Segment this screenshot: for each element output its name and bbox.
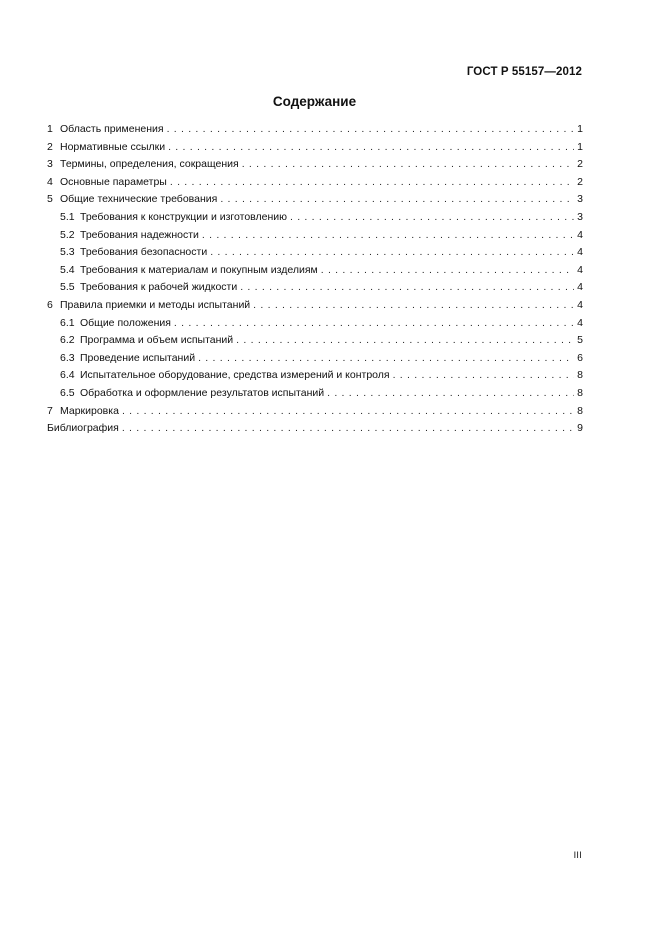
toc-leader-dots bbox=[290, 209, 574, 227]
toc-leader-dots bbox=[236, 332, 574, 350]
toc-entry-title: Программа и объем испытаний bbox=[80, 334, 234, 347]
toc-subentry[interactable] bbox=[47, 332, 583, 350]
toc-leader-dots bbox=[220, 191, 574, 209]
toc-entry-number: 5.2 bbox=[60, 228, 75, 241]
toc-subentry[interactable] bbox=[47, 350, 583, 368]
toc-leader-dots bbox=[198, 350, 574, 368]
toc-entry-title: Испытательное оборудование, средства измерений и контроля bbox=[80, 369, 390, 382]
toc-entry[interactable] bbox=[47, 403, 583, 421]
toc-entry-number: 2 bbox=[47, 140, 53, 153]
toc-entry-title: Термины, определения, сокращения bbox=[60, 158, 239, 171]
toc-subentry[interactable] bbox=[47, 227, 583, 245]
toc-subentry[interactable] bbox=[47, 244, 583, 262]
toc-leader-dots bbox=[168, 139, 574, 157]
toc-entry-number: 6.4 bbox=[60, 369, 75, 382]
toc-entry-title: Проведение испытаний bbox=[80, 351, 196, 364]
toc-entry-page: 8 bbox=[577, 369, 583, 382]
toc-entry[interactable] bbox=[47, 191, 583, 209]
toc-leader-dots bbox=[393, 367, 574, 385]
toc-entry-title: Маркировка bbox=[60, 404, 119, 417]
toc-leader-dots bbox=[321, 262, 574, 280]
toc-leader-dots bbox=[327, 385, 574, 403]
toc-entry-title: Область применения bbox=[60, 123, 164, 135]
toc-entry[interactable] bbox=[47, 297, 583, 315]
toc-leader-dots bbox=[174, 315, 574, 333]
toc-entry[interactable] bbox=[47, 156, 583, 174]
toc-entry-number: 5.5 bbox=[60, 281, 75, 294]
toc-entry-number: 6.2 bbox=[60, 334, 75, 347]
toc-entry-number: 6.3 bbox=[60, 351, 75, 364]
toc-entry-page: 1 bbox=[577, 140, 583, 153]
toc-entry-number: 5 bbox=[47, 193, 53, 206]
toc-leader-dots bbox=[242, 156, 574, 174]
toc-leader-dots bbox=[202, 227, 574, 245]
toc-subentry[interactable] bbox=[47, 367, 583, 385]
toc-entry-number: 3 bbox=[47, 158, 53, 171]
toc-subentry[interactable] bbox=[47, 315, 583, 333]
toc-entry-number: 6.5 bbox=[60, 386, 75, 399]
toc-entry-title: Общие положения bbox=[80, 316, 171, 329]
toc-entry-title: Библиография bbox=[47, 422, 119, 435]
toc-entry-number: 5.3 bbox=[60, 246, 75, 259]
toc-entry-title: Общие технические требования bbox=[60, 193, 218, 206]
table-of-contents bbox=[47, 121, 583, 438]
page-number: III bbox=[573, 850, 582, 860]
toc-entry-title: Требования к рабочей жидкости bbox=[80, 281, 238, 294]
toc-entry-page: 4 bbox=[577, 228, 583, 241]
toc-entry-page: 9 bbox=[577, 422, 583, 435]
toc-subentry[interactable] bbox=[47, 262, 583, 280]
toc-title: Содержание bbox=[272, 94, 357, 109]
toc-entry-page: 4 bbox=[577, 298, 583, 311]
toc-entry-title: Обработка и оформление результатов испытаний bbox=[80, 386, 325, 399]
toc-entry-page: 5 bbox=[577, 334, 583, 347]
toc-entry[interactable] bbox=[47, 139, 583, 157]
toc-entry-title: Требования безопасности bbox=[80, 246, 208, 259]
toc-subentry[interactable] bbox=[47, 385, 583, 403]
toc-entry-page: 2 bbox=[577, 158, 583, 171]
toc-entry-page: 2 bbox=[577, 175, 583, 188]
toc-entry-number: 5.1 bbox=[60, 210, 75, 223]
toc-entry-page: 4 bbox=[577, 316, 583, 329]
toc-entry-page: 4 bbox=[577, 246, 583, 259]
toc-entry-title: Требования надежности bbox=[80, 228, 199, 241]
toc-entry-page: 4 bbox=[577, 263, 583, 276]
toc-entry-page: 8 bbox=[577, 404, 583, 417]
toc-leader-dots bbox=[253, 297, 574, 315]
toc-subentry[interactable] bbox=[47, 279, 583, 297]
toc-entry-page: 3 bbox=[577, 193, 583, 206]
toc-entry-number: 5.4 bbox=[60, 263, 75, 276]
toc-entry-number: 6.1 bbox=[60, 316, 75, 329]
toc-entry-title: Основные параметры bbox=[60, 175, 167, 188]
toc-entry-title: Правила приемки и методы испытаний bbox=[60, 298, 251, 311]
toc-leader-dots bbox=[122, 403, 574, 421]
toc-subentry[interactable] bbox=[47, 209, 583, 227]
toc-entry-page: 8 bbox=[577, 386, 583, 399]
toc-entry-number: 6 bbox=[47, 298, 53, 311]
toc-entry-number: 4 bbox=[47, 175, 53, 188]
toc-entry[interactable] bbox=[47, 174, 583, 192]
toc-entry-title: Требования к конструкции и изготовлению bbox=[80, 210, 287, 223]
toc-entry-title: Требования к материалам и покупным изделиям bbox=[80, 263, 318, 276]
toc-entry-bibliography[interactable] bbox=[47, 420, 583, 438]
toc-entry-page: 4 bbox=[577, 281, 583, 294]
toc-entry-page: 3 bbox=[577, 210, 583, 223]
toc-entry[interactable] bbox=[47, 121, 583, 139]
toc-entry-number: 7 bbox=[47, 404, 53, 417]
document-id: ГОСТ Р 55157—2012 bbox=[466, 66, 582, 78]
toc-leader-dots bbox=[170, 174, 574, 192]
toc-entry-title: Нормативные ссылки bbox=[60, 140, 166, 153]
toc-leader-dots bbox=[167, 121, 574, 139]
toc-entry-page: 1 bbox=[577, 123, 583, 135]
toc-leader-dots bbox=[240, 279, 574, 297]
toc-leader-dots bbox=[122, 420, 574, 438]
toc-entry-page: 6 bbox=[577, 351, 583, 364]
toc-entry-number: 1 bbox=[47, 123, 53, 135]
toc-leader-dots bbox=[210, 244, 574, 262]
